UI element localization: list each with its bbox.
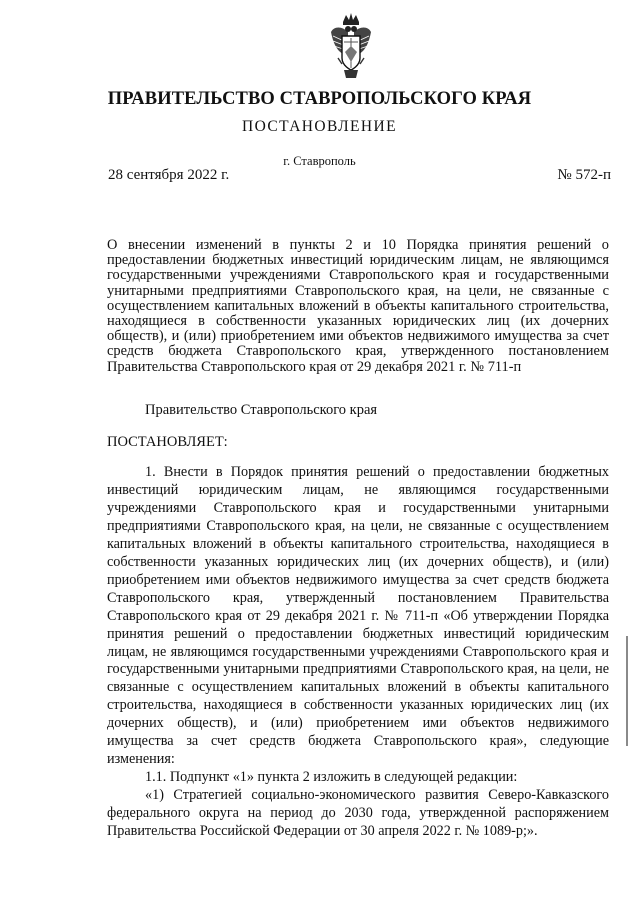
coat-of-arms-icon <box>328 12 374 80</box>
paragraph: 1. Внести в Порядок принятия решений о предоставлении бюджетных инвестиций юридическим лицам, не являющимся государственными учреждениями Ставропольского края и государственными унитарными предприятиями Ставропольского края, на цели, не связанные с осуществлением капитальных вложений в объекты капитального строительства, находящиеся в собственности указанных юридических лиц (их дочерних обществ), и (или) приобретением ими объектов недвижимого имущества за счет средств бюджета Ставропольского края, утвержденный постановлением Правительства Ставропольского края от 29 декабря 2021 г. № 711-п «Об утверждении Порядка принятия решений о предоставлении бюджетных инвестиций юридическим лицам, не являющимся государственными учреждениями Ставропольского края и государственными унитарными предприятиями Ставропольского края, на цели, не связанные с осуществлением капитальных вложений в объекты капитального строительства, находящиеся в собственности указанных юридических лиц (их дочерних обществ), и (или) приобретением ими объектов недвижимого имущества за счет средств бюджета Ставропольского края», следующие изменения: <box>107 464 609 768</box>
paragraph: «1) Стратегией социально-экономического развития Северо-Кавказского федерального округа на период до 2030 года, утвержденной распоряжением Правительства Российской Федерации от 30 апреля 2022 г. № 1089-р;». <box>107 787 609 840</box>
document-date: 28 сентября 2022 г. <box>108 167 230 183</box>
government-title: ПРАВИТЕЛЬСТВО СТАВРОПОЛЬСКОГО КРАЯ <box>107 89 532 109</box>
document-type: ПОСТАНОВЛЕНИЕ <box>242 118 397 135</box>
document-subject: О внесении изменений в пункты 2 и 10 Порядка принятия решений о предоставлении бюджетных инвестиций юридическим лицам, не являющимся государственными учреждениями Ставропольского края и государственными унитарными предприятиями Ставропольского края, на цели, не связанные с осуществлением капитальных вложений в объекты капитального строительства, находящиеся в собственности указанных юридических лиц (их дочерних обществ), и (или) приобретением ими объектов недвижимого имущества за счет средств бюджета Ставропольского края, утвержденного постановлением Правительства Ставропольского края от 29 декабря 2021 г. № 711-п <box>107 237 609 375</box>
issuer-name: Правительство Ставропольского края <box>145 402 378 418</box>
paragraph: 1.1. Подпункт «1» пункта 2 изложить в следующей редакции: <box>145 769 518 786</box>
city-label: г. Ставрополь <box>283 154 356 168</box>
document-number: № 572-п <box>557 167 611 183</box>
decree-word: ПОСТАНОВЛЯЕТ: <box>107 434 228 450</box>
scan-margin-mark <box>626 636 628 746</box>
document-body <box>107 464 609 841</box>
